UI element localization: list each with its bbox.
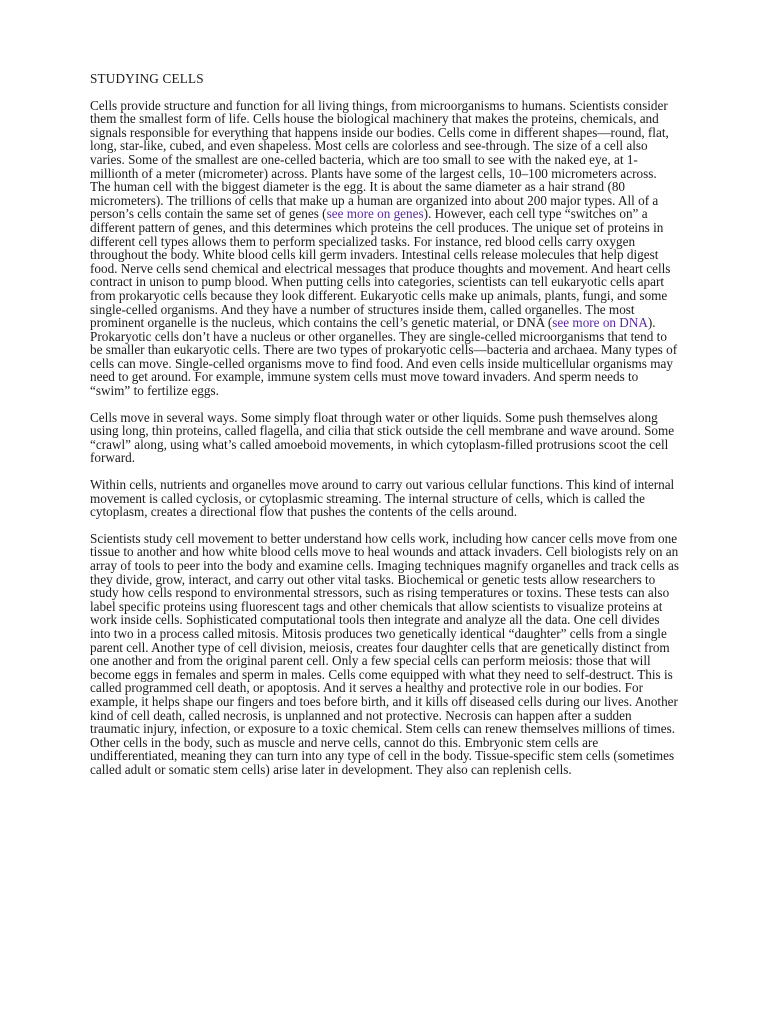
paragraph-1-text-a: Cells provide structure and function for all living things, from microorganisms to humans. Scientists consider them the smallest form of life. Cells house the biological machinery that makes the proteins, chemicals, and signals responsible for everything that happens inside our bodies. Cells come in different shapes—round, flat, long, star-like, cubed, and even shapeless. Most cells are colorless and see-through. The size of a cell also varies. Some of the smallest are one-celled bacteria, which are too small to see with the naked eye, at 1-millionth of a meter (micrometer) across. Plants have some of the largest cells, 10–100 micrometers across. The human cell with the biggest diameter is the egg. It is about the same diameter as a hair strand (80 micrometers). The trillions of cells that make up a human are organized into about 200 major types. All of a person’s cells contain the same set of genes ( bbox=[90, 97, 669, 222]
paragraph-4: Scientists study cell movement to better understand how cells work, including how cancer cells move from one tissue to another and how white blood cells move to heal wounds and attack invaders. Cell biologists rely on an array of tools to peer into the body and examine cells. Imaging techniques magnify organelles and track cells as they divide, grow, interact, and carry out other vital tasks. Biochemical or genetic tests allow researchers to study how cells respond to environmental stressors, such as rising temperatures or toxins. These tests can also label specific proteins using fluorescent tags and other chemicals that allow scientists to visualize proteins at work inside cells. Sophisticated computational tools then integrate and analyze all the data. One cell divides into two in a process called mitosis. Mitosis produces two genetically identical “daughter” cells from a single parent cell. Another type of cell division, meiosis, creates four daughter cells that are genetically distinct from one another and from the original parent cell. Only a few special cells can perform meiosis: those that will become eggs in females and sperm in males. Cells come equipped with what they need to self-destruct. This is called programmed cell death, or apoptosis. And it serves a healthy and protective role in our bodies. For example, it helps shape our fingers and toes before birth, and it kills off diseased cells during our lives. Another kind of cell death, called necrosis, is unplanned and not protective. Necrosis can happen after a sudden traumatic injury, infection, or exposure to a toxic chemical. Stem cells can renew themselves millions of times. Other cells in the body, such as muscle and nerve cells, cannot do this. Embryonic stem cells are undifferentiated, meaning they can turn into any type of cell in the body. Tissue-specific stem cells (sometimes called adult or somatic stem cells) arise later in development. They also can replenish cells. bbox=[90, 530, 679, 777]
document-page bbox=[90, 72, 680, 790]
paragraph-1-text-c: ). Prokaryotic cells don’t have a nucleus or other organelles. They are single-celled microorganisms that tend to be smaller than eukaryotic cells. There are two types of prokaryotic cells—bacteria and archaea. Many types of cells can move. Single-celled organisms move to find food. And even cells inside multicellular organisms may need to get around. For example, immune system cells must move toward invaders. And sperm needs to “swim” to fertilize eggs. bbox=[90, 315, 678, 399]
document-title: STUDYING CELLS bbox=[90, 71, 204, 86]
genes-link[interactable]: see more on genes bbox=[326, 206, 424, 222]
dna-link[interactable]: see more on DNA bbox=[552, 315, 648, 331]
paragraph-2: Cells move in several ways. Some simply float through water or other liquids. Some push themselves along using long, thin proteins, called flagella, and cilia that stick outside the cell membrane and wave around. Some “crawl” along, using what’s called amoeboid movements, in which cytoplasm-filled protrusions scoot the cell forward. bbox=[90, 409, 675, 466]
paragraph-1-text-b: ). However, each cell type “switches on” a different pattern of genes, and this determines which proteins the cell produces. The unique set of proteins in different cell types allows them to perform specialized tasks. For instance, red blood cells carry oxygen throughout the body. White blood cells kill germ invaders. Intestinal cells release molecules that help digest food. Nerve cells send chemical and electrical messages that produce thoughts and movement. And heart cells contract in unison to pump blood. When putting cells into categories, scientists can tell eukaryotic cells apart from prokaryotic cells because they look different. Eukaryotic cells make up animals, plants, fungi, and some single-celled organisms. And they have a number of structures inside them, called organelles. The most prominent organelle is the nucleus, which contains the cell’s genetic material, or DNA ( bbox=[90, 206, 671, 331]
paragraph-3: Within cells, nutrients and organelles move around to carry out various cellular functions. This kind of internal movement is called cyclosis, or cytoplasmic streaming. The internal structure of cells, which is called the cytoplasm, creates a directional flow that pushes the contents of the cells around. bbox=[90, 477, 675, 520]
paragraph-1 bbox=[90, 99, 680, 398]
